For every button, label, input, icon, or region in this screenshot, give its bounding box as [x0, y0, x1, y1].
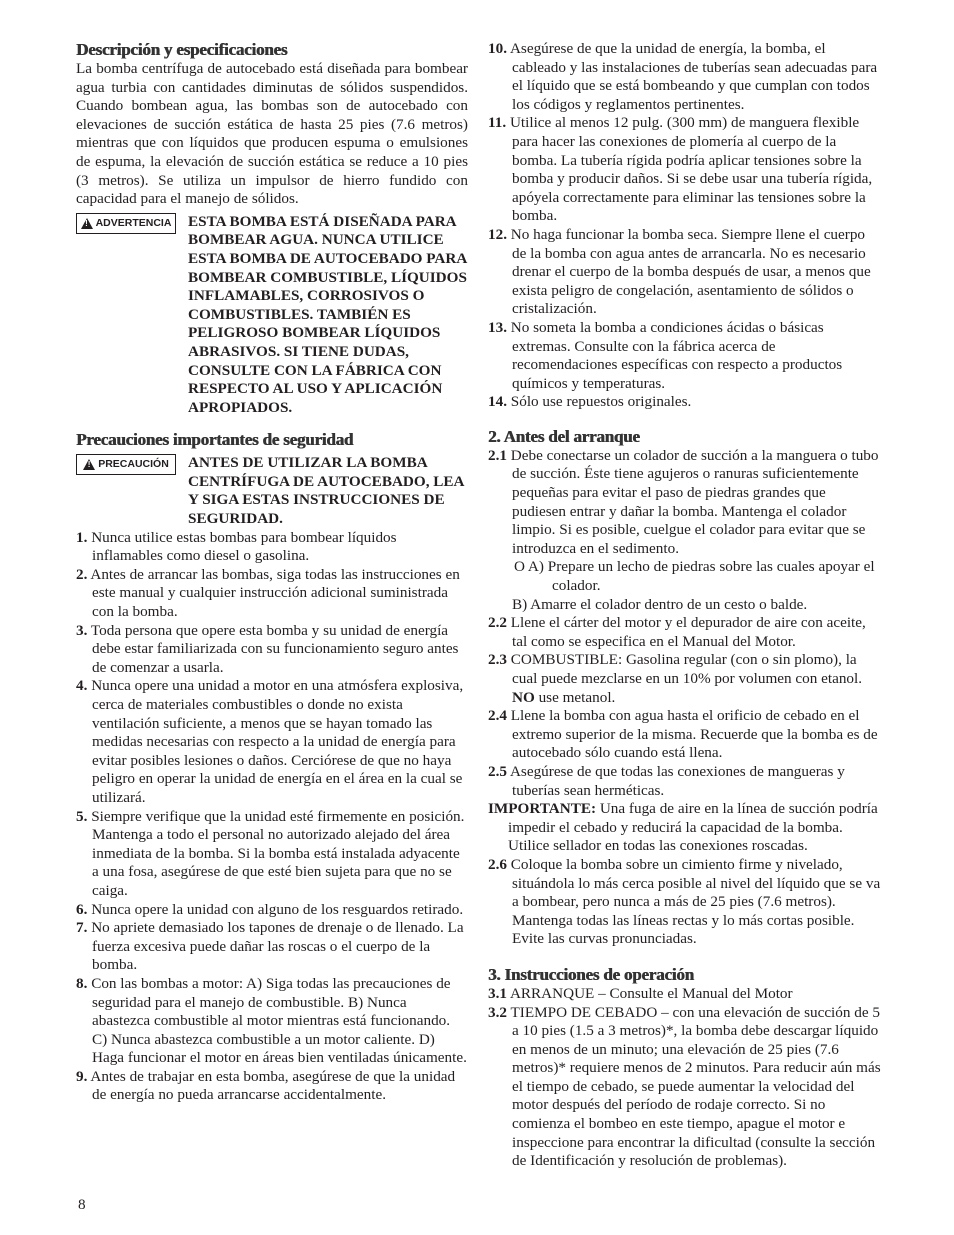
- list-item: 9. Antes de trabajar en esta bomba, asegúrese de que la unidad de energía no pueda arrancarse accidentalmente.: [76, 1067, 456, 1104]
- list-item: 14. Sólo use repuestos originales.: [488, 393, 692, 411]
- caution-block: [76, 454, 468, 528]
- step-2-1-option-a: O A) Prepare un lecho de piedras sobre las cuales apoyar el colador.: [514, 558, 875, 595]
- list-item: 13. No someta la bomba a condiciones ácidas o básicas extremas. Consulte con la fábrica acerca de recomendaciones específicas con respecto a productos químicos y temperaturas.: [488, 318, 843, 392]
- left-column: [76, 40, 468, 1105]
- step-2-1: 2.1 Debe conectarse un colador de succión a la manguera o tubo de succión. Éste tiene agujeros o ranuras suficientemente pequeñas para evitar el paso de piedras grandes que pudiesen entrar y dañar la bomba. Mantenga el colador limpio. Si es posible, cuelgue el colador para evitar que se introduzca en el sedimento.: [488, 446, 879, 557]
- safety-list-continued: [488, 40, 882, 412]
- list-item: 8. Con las bombas a motor: A) Siga todas las precauciones de seguridad para el manejo de combustible. B) Nunca abastezca combustible al motor mientras está funcionando. C) Nunca abastezca combustible a un motor caliente. D) Haga funcionar el motor en áreas bien ventiladas únicamente.: [76, 974, 467, 1067]
- list-item: 4. Nunca opere una unidad a motor en una atmósfera explosiva, cerca de materiales combustibles o donde no exista ventilación suficiente, a menos que se hayan tomado las medidas necesarias con respecto a la unidad de energía para evitar posibles lesiones o daños. Cerciórese de que no haya peligro en operar la unidad de energía en el área en la cual se utilizará.: [76, 677, 464, 806]
- page-number: 8: [78, 1196, 86, 1213]
- safety-list: [76, 529, 468, 1105]
- step-2-5: 2.5 Asegúrese de que todas las conexiones de mangueras y tuberías sean herméticas.: [488, 762, 845, 799]
- step-3-1: 3.1 ARRANQUE – Consulte el Manual del Motor: [488, 984, 793, 1002]
- list-item: 1. Nunca utilice estas bombas para bombear líquidos inflamables como diesel o gasolina.: [76, 528, 397, 565]
- step-3-2: 3.2 TIEMPO DE CEBADO – con una elevación de succión de 5 a 10 pies (1.5 a 3 metros)*, la bomba debe descargar líquido en menos de un minuto; una elevación de 25 pies (7.6 metros)* requiere menos de 2 minutos. Para reducir aún más el tiempo de cebado, se puede aumentar la velocidad del motor después del período de rodaje correcto. Si no comienza el bombeo en este tiempo, apague el motor e inspeccione para encontrar la dificultad (consulte la sección de Identificación y resolución de problemas).: [488, 1003, 881, 1170]
- warning-badge: ! ADVERTENCIA: [76, 213, 176, 234]
- step-2-2: 2.2 Llene el cárter del motor y el depurador de aire con aceite, tal como se especifica en el Manual del Motor.: [488, 614, 866, 650]
- step-2-1-option-b: B) Amarre el colador dentro de un cesto o balde.: [512, 595, 808, 613]
- warning-text: ESTA BOMBA ESTÁ DISEÑADA PARA BOMBEAR AGUA. NUNCA UTILICE ESTA BOMBA DE AUTOCEBADO PARA BOMBEAR COMBUSTIBLE, LÍQUIDOS INFLAMABLES, CORROSIVOS O COMBUSTIBLES. TAMBIÉN ES PELIGROSO BOMBEAR LÍQUIDOS ABRASIVOS. SI TIENE DUDAS, CONSULTE CON LA FÁBRICA CON RESPECTO AL USO Y APLICACIÓN APROPIADOS.: [188, 212, 467, 416]
- list-item: 2. Antes de arrancar las bombas, siga todas las instrucciones en este manual y cualquier instrucción adicional suministrada con la bomba.: [76, 565, 460, 621]
- list-item: 3. Toda persona que opere esta bomba y su unidad de energía debe estar familiarizada con su funcionamiento seguro antes de comenzar a usarla.: [76, 621, 459, 676]
- operation-heading: 3. Instrucciones de operación: [488, 964, 694, 984]
- caution-badge: ! PRECAUCIÓN: [76, 454, 176, 475]
- safety-heading: Precauciones importantes de seguridad: [76, 430, 354, 450]
- warning-triangle-icon: [81, 218, 93, 229]
- list-item: 6. Nunca opere la unidad con alguno de los resguardos retirado.: [76, 900, 464, 918]
- list-item: 5. Siempre verifique que la unidad esté firmemente en posición. Mantenga a todo el personal no autorizado alejado del área inmediata de la bomba. Si la bomba está instalada adyacente a una fosa, asegúrese de que esté bien sujeta para que no se caiga.: [76, 807, 465, 899]
- list-item: 10. Asegúrese de que la unidad de energía, la bomba, el cableado y las instalaciones de tuberías sean adecuadas para el líquido que se está bombeando y que cumplan con todos los códigos y reglamentos pertinentes.: [488, 40, 878, 113]
- step-2-6: 2.6 Coloque la bomba sobre un cimiento firme y nivelado, situándola lo más cerca posible al nivel del líquido que se va a bombear, pero nunca a más de 25 pies (7.6 metros). Mantenga todas las líneas rectas y lo más cortas posible. Evite las curvas pronunciadas.: [488, 855, 881, 948]
- right-column: [488, 40, 882, 1171]
- description-heading: Descripción y especificaciones: [76, 40, 288, 59]
- warning-block: [76, 213, 468, 418]
- list-item: 7. No apriete demasiado los tapones de drenaje o de llenado. La fuerza excesiva puede dañar las roscas o el cuerpo de la bomba.: [76, 919, 464, 974]
- caution-text: ANTES DE UTILIZAR LA BOMBA CENTRÍFUGA DE AUTOCEBADO, LEA Y SIGA ESTAS INSTRUCCIONES DE SEGURIDAD.: [188, 454, 464, 528]
- step-2-4: 2.4 Llene la bomba con agua hasta el orificio de cebado en el extremo superior de la misma. Recuerde que la bomba es de autocebado sólo cuando está llena.: [488, 707, 878, 762]
- list-item: 11. Utilice al menos 12 pulg. (300 mm) de manguera flexible para hacer las conexiones de plomería al cuerpo de la bomba. La tubería rígida podría aplicar tensiones sobre la bomba y producir daños. Si se debe usar una tubería rígida, apóyela correctamente para eliminar las tensiones sobre la bomba.: [488, 114, 873, 225]
- caution-triangle-icon: [83, 459, 95, 470]
- step-2-3: 2.3 COMBUSTIBLE: Gasolina regular (con o sin plomo), la cual puede mezclarse en un 10% por volumen con etanol. NO use metanol.: [488, 651, 863, 706]
- description-body: La bomba centrífuga de autocebado está diseñada para bombear agua turbia con cantidades diminutas de sólidos suspendidos. Cuando bombean agua, las bombas son de autocebado con elevaciones de succión estática de hasta 25 pies (7.6 metros) mientras que con líquidos que producen espuma o emulsiones de espuma, la elevación de succión estática se reduce a 10 pies (3 metros). Se utiliza un impulsor de hierro fundido con capacidad para el manejo de sólidos.: [76, 60, 468, 208]
- important-note: IMPORTANTE: Una fuga de aire en la línea de succión podría impedir el cebado y reducirá la capacidad de la bomba. Utilice sellador en todas las conexiones roscadas.: [488, 800, 878, 855]
- before-start-heading: 2. Antes del arranque: [488, 426, 640, 446]
- list-item: 12. No haga funcionar la bomba seca. Siempre llene el cuerpo de la bomba con agua antes de arrancarla. No es necesario drenar el cuerpo de la bomba después de usar, a menos que exista peligro de congelación, asentamiento de sólidos o cristalización.: [488, 225, 871, 318]
